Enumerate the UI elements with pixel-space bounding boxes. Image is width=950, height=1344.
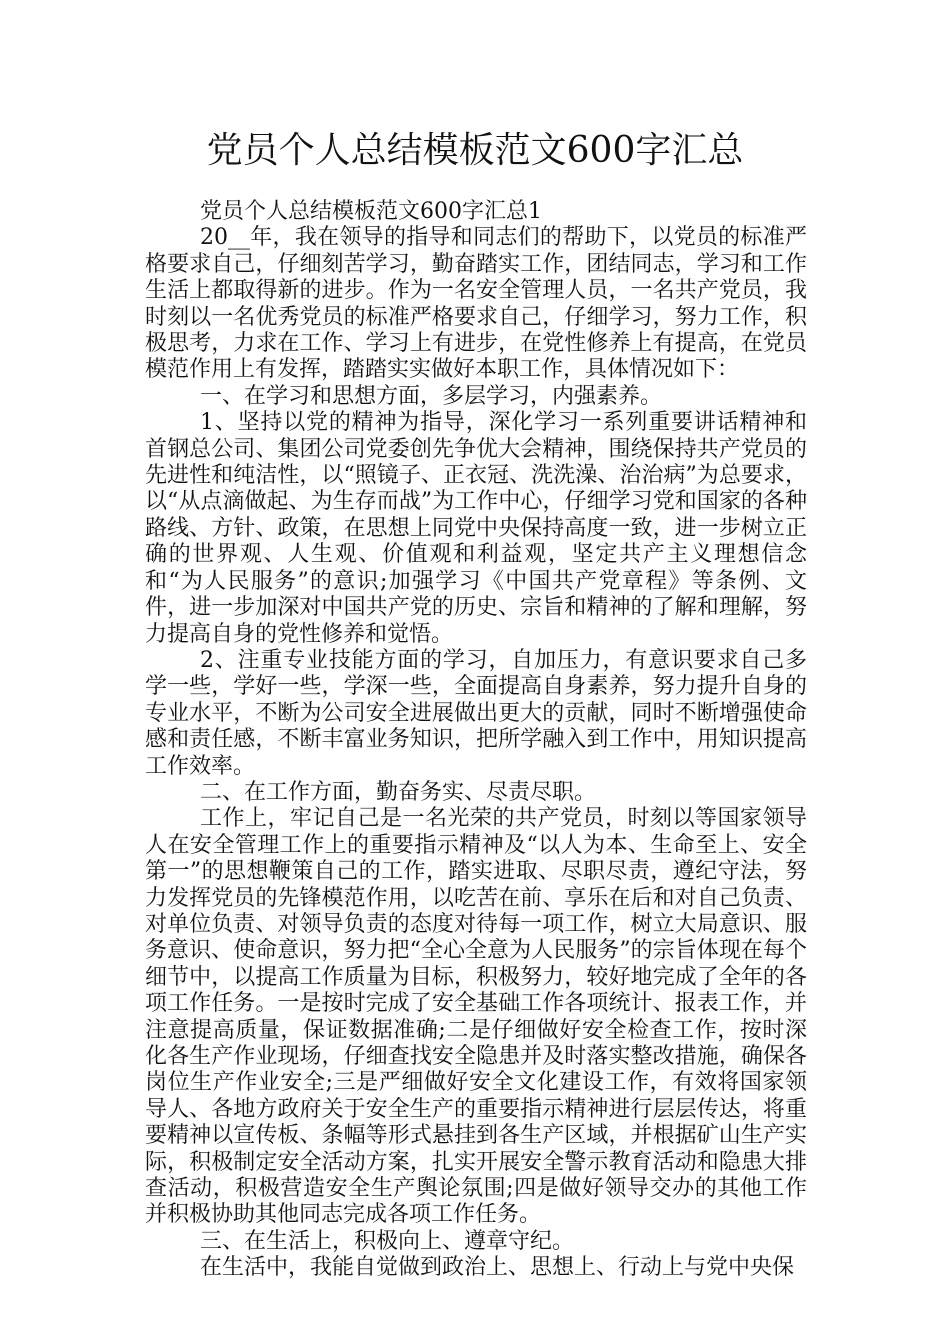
paragraph: 在生活中，我能自觉做到政治上、思想上、行动上与党中央保 (200, 1255, 795, 1281)
section-heading: 三、在生活上，积极向上、遵章守纪。 (200, 1228, 575, 1254)
paragraph: 工作上，牢记自己是一名光荣的共产党员，时刻以等国家领导人在安全管理工作上的重要指示精神及“以人为本、生命至上、安全第一”的思想鞭策自己的工作，踏实进取、尽职尽责，遵纪守法，努力发挥党员的先锋模范作用，以吃苦在前、享乐在后和对自己负责、对单位负责、对领导负责的态度对待每一项工作，树立大局意识、服务意识、使命意识，努力把“全心全意为人民服务”的宗旨体现在每个细节中，以提高工作质量为目标，积极努力，较好地完成了全年的各项工作任务。一是按时完成了安全基础工作各项统计、报表工作，并注意提高质量，保证数据准确;二是仔细做好安全检查工作，按时深化各生产作业现场，仔细查找安全隐患并及时落实整改措施，确保各岗位生产作业安全;三是严细做好安全文化建设工作，有效将国家领导人、各地方政府关于安全生产的重要指示精神进行层层传达，将重要精神以宣传板、条幅等形式悬挂到各生产区域，并根据矿山生产实际，积极制定安全活动方案，扎实开展安全警示教育活动和隐患大排查活动，积极营造安全生产舆论氛围;四是做好领导交办的其他工作并积极协助其他同志完成各项工作任务。 (145, 806, 807, 1228)
document-title: 党员个人总结模板范文600字汇总 (206, 130, 744, 171)
paragraph: 1、坚持以党的精神为指导，深化学习一系列重要讲话精神和首钢总公司、集团公司党委创先争优大会精神，围绕保持共产党员的先进性和纯洁性，以“照镜子、正衣冠、洗洗澡、治治病”为总要求，以“从点滴做起、为生存而战”为工作中心，仔细学习党和国家的各种路线、方针、政策，在思想上同党中央保持高度一致，进一步树立正确的世界观、人生观、价值观和利益观，坚定共产主义理想信念和“为人民服务”的意识;加强学习《中国共产党章程》等条例、文件，进一步加深对中国共产党的历史、宗旨和精神的了解和理解，努力提高自身的党性修养和觉悟。 (145, 410, 807, 647)
section-heading: 党员个人总结模板范文600字汇总1 (200, 199, 542, 224)
document-body (145, 199, 807, 1282)
section-heading: 二、在工作方面，勤奋务实、尽责尽职。 (200, 779, 597, 805)
paragraph: 2、注重专业技能方面的学习，自加压力，有意识要求自己多学一些，学好一些，学深一些，全面提高自身素养，努力提升自身的专业水平，不断为公司安全进展做出更大的贡献，同时不断增强使命感和责任感，不断丰富业务知识，把所学融入到工作中，用知识提高工作效率。 (145, 647, 807, 779)
paragraph: 20__年，我在领导的指导和同志们的帮助下，以党员的标准严格要求自己，仔细刻苦学习，勤奋踏实工作，团结同志，学习和工作生活上都取得新的进步。作为一名安全管理人员，一名共产党员，我时刻以一名优秀党员的标准严格要求自己，仔细学习，努力工作，积极思考，力求在工作、学习上有进步，在党性修养上有提高，在党员模范作用上有发挥，踏踏实实做好本职工作，具体情况如下： (145, 225, 807, 383)
section-heading: 一、在学习和思想方面，多层学习，内强素养。 (200, 383, 663, 409)
